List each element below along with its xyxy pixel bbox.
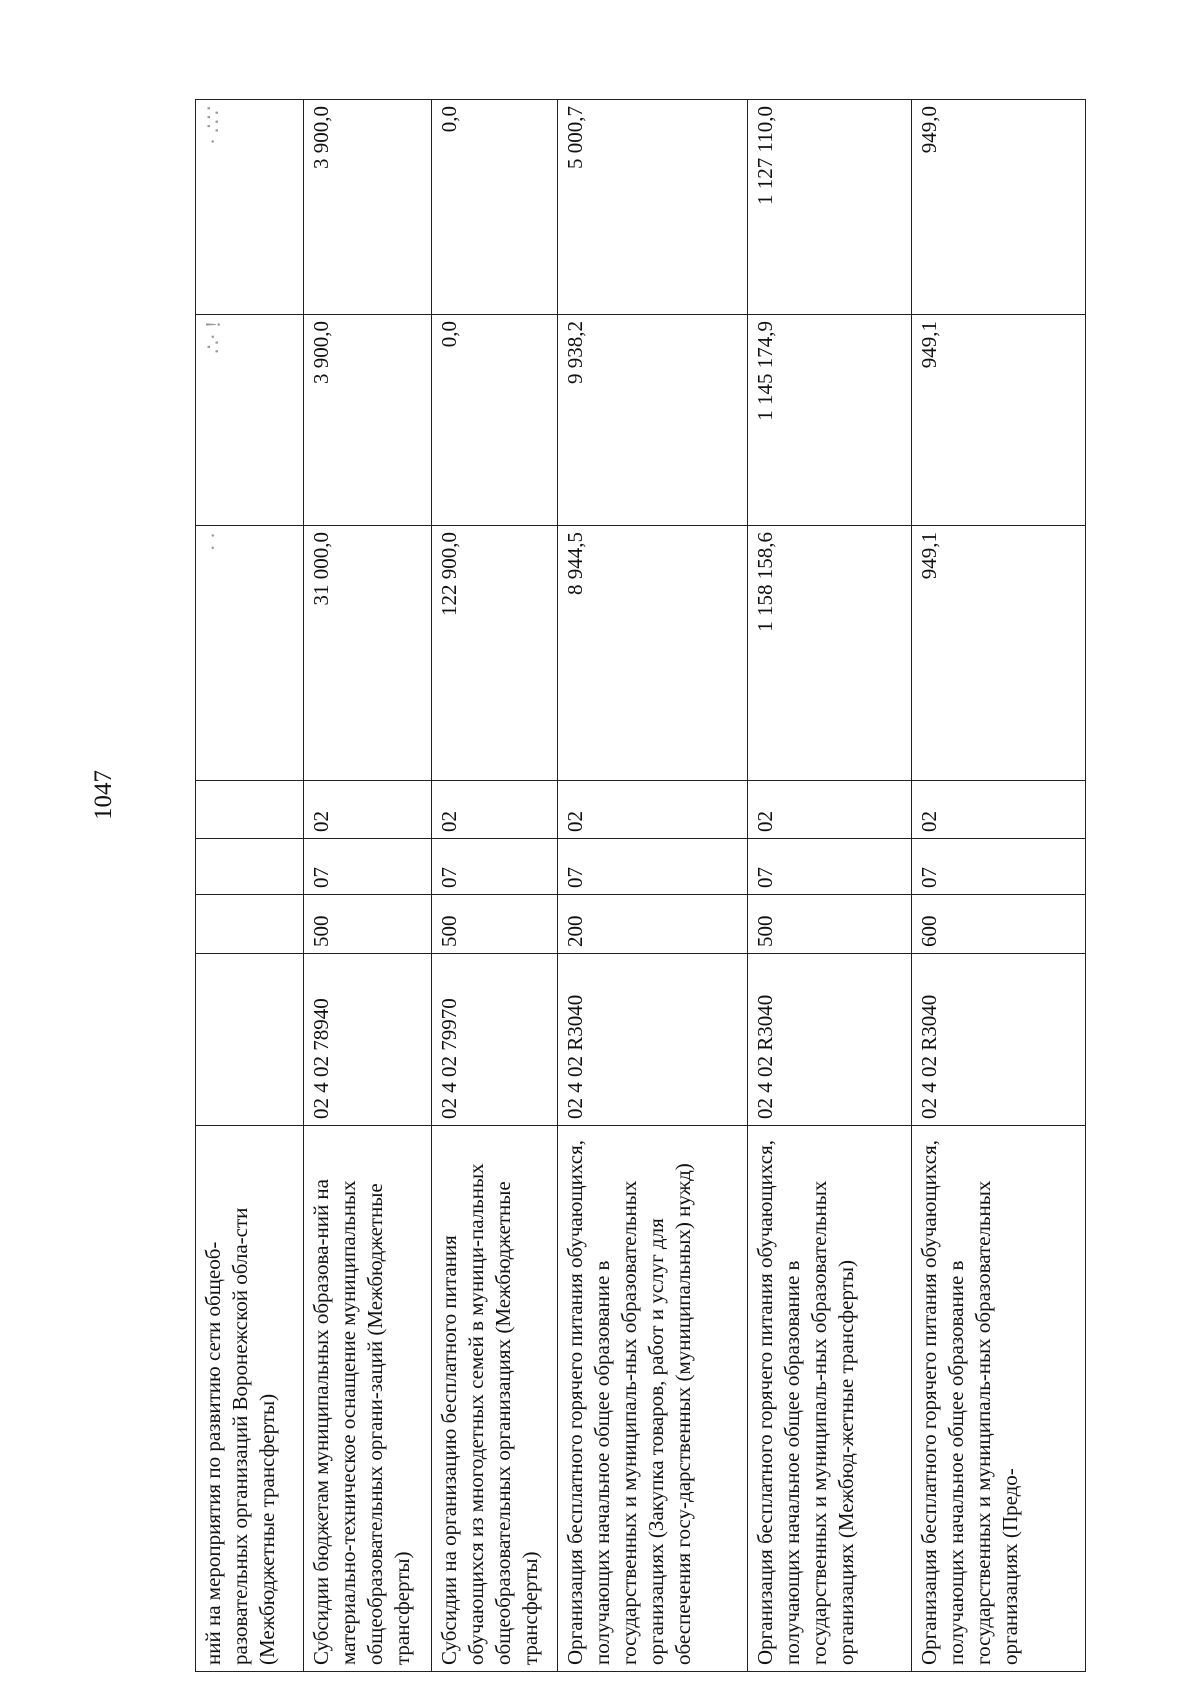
row-target-code: 02 4 02 R3040 — [912, 954, 1086, 1126]
row-amount-2: 1 145 174,9 — [748, 315, 912, 526]
row-amount-2: 3 900,0 — [304, 315, 432, 526]
row-amount-3: 5 000,7 — [558, 100, 748, 315]
row-amount-3: 0,0 — [432, 100, 558, 315]
row-subsection: 02 — [432, 781, 558, 839]
table-row — [432, 100, 558, 1672]
row-section: 07 — [912, 839, 1086, 895]
page-number: 1047 — [90, 770, 117, 820]
row-section: 07 — [558, 839, 748, 895]
row-expense-type — [196, 895, 304, 954]
row-target-code: 02 4 02 R3040 — [558, 954, 748, 1126]
row-description: Субсидии на организацию бесплатного питания обучающихся из многодетных семей в муници-пальных общеобразовательных организациях (Межбюджетные трансферты) — [432, 1126, 558, 1672]
budget-table — [195, 99, 1086, 1672]
rotated-page-content — [195, 100, 1085, 1672]
row-description: Организация бесплатного горячего питания обучающихся, получающих начальное общее образование в государственных и муниципаль-ных образовательных организациях (Предо- — [912, 1126, 1086, 1672]
row-amount-3: 1 127 110,0 — [748, 100, 912, 315]
row-target-code: 02 4 02 78940 — [304, 954, 432, 1126]
row-amount-1: 31 000,0 — [304, 526, 432, 781]
row-amount-2 — [196, 315, 304, 526]
faint-mark: · ∴∵ — [201, 106, 225, 145]
row-subsection — [196, 781, 304, 839]
table-row — [558, 100, 748, 1672]
row-subsection: 02 — [748, 781, 912, 839]
faint-mark: · · — [201, 532, 225, 552]
row-target-code: 02 4 02 79970 — [432, 954, 558, 1126]
row-amount-1: 122 900,0 — [432, 526, 558, 781]
row-expense-type: 500 — [432, 895, 558, 954]
row-amount-3: 949,0 — [912, 100, 1086, 315]
row-description: ний на мероприятия по развитию сети общеоб-разовательных организаций Воронежской обла-сти (Межбюджетные трансферты) — [196, 1126, 304, 1672]
row-subsection: 02 — [304, 781, 432, 839]
row-amount-3: 3 900,0 — [304, 100, 432, 315]
row-target-code: 02 4 02 R3040 — [748, 954, 912, 1126]
row-amount-2: 949,1 — [912, 315, 1086, 526]
row-amount-2: 0,0 — [432, 315, 558, 526]
faint-mark: ∴· ! — [201, 321, 225, 354]
table-row — [748, 100, 912, 1672]
table-row — [304, 100, 432, 1672]
row-description: Субсидии бюджетам муниципальных образова-ний на материально-техническое оснащение муниципальных общеобразовательных органи-заций (Межбюджетные трансферты) — [304, 1126, 432, 1672]
row-section: 07 — [432, 839, 558, 895]
row-amount-2: 9 938,2 — [558, 315, 748, 526]
row-section — [196, 839, 304, 895]
row-expense-type: 500 — [304, 895, 432, 954]
table-row — [196, 100, 304, 1672]
table-row — [912, 100, 1086, 1672]
row-section: 07 — [748, 839, 912, 895]
row-expense-type: 600 — [912, 895, 1086, 954]
row-section: 07 — [304, 839, 432, 895]
row-subsection: 02 — [558, 781, 748, 839]
row-amount-1: 949,1 — [912, 526, 1086, 781]
row-amount-1: 1 158 158,6 — [748, 526, 912, 781]
row-expense-type: 500 — [748, 895, 912, 954]
row-expense-type: 200 — [558, 895, 748, 954]
row-target-code — [196, 954, 304, 1126]
row-amount-3 — [196, 100, 304, 315]
row-description: Организация бесплатного горячего питания обучающихся, получающих начальное общее образование в государственных и муниципаль-ных образовательных организациях (Межбюд-жетные трансферты) — [748, 1126, 912, 1672]
row-description: Организация бесплатного горячего питания обучающихся, получающих начальное общее образование в государственных и муниципаль-ных образовательных организациях (Закупка товаров, работ и услуг для обеспечения госу-дарственных (муниципальных) нужд) — [558, 1126, 748, 1672]
row-subsection: 02 — [912, 781, 1086, 839]
row-amount-1 — [196, 526, 304, 781]
row-amount-1: 8 944,5 — [558, 526, 748, 781]
